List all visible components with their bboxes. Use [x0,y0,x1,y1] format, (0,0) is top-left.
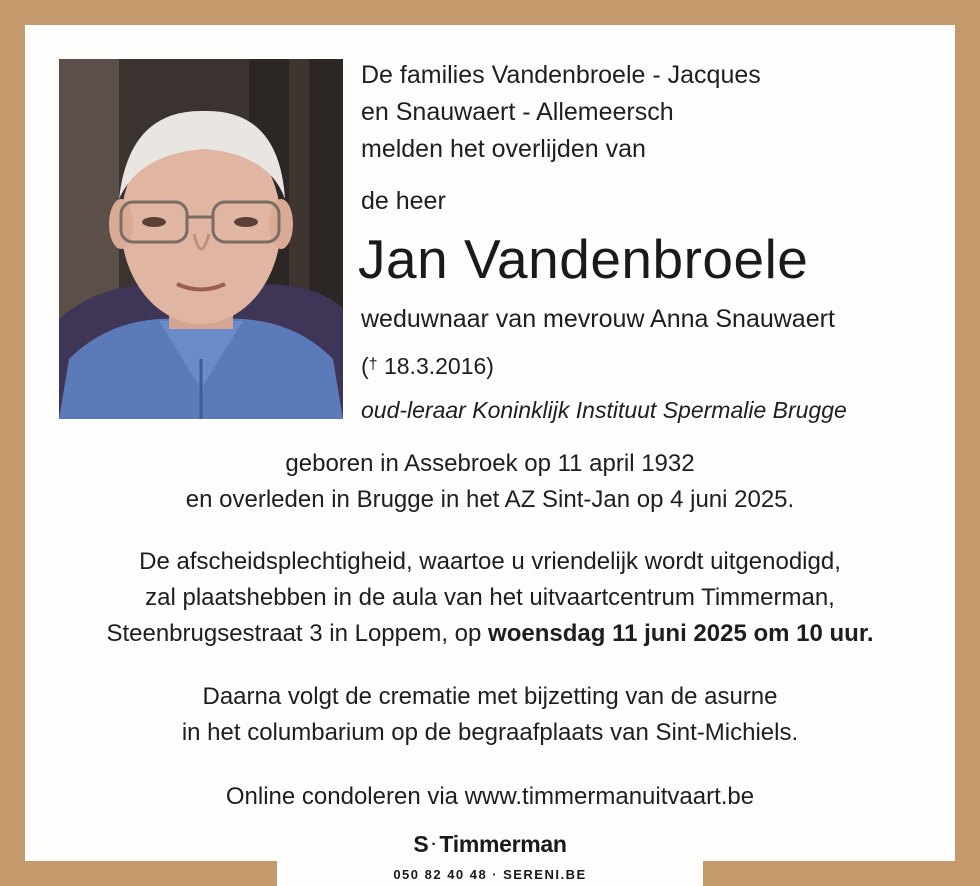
cremation-line: Daarna volgt de crematie met bijzetting van de asurne [202,683,778,710]
condolence-line[interactable]: Online condoleren via www.timmermanuitvaart.be [225,783,755,810]
website-link[interactable]: SERENI.BE [503,867,587,882]
spouse-death-date [361,348,494,383]
intro-line: en Snauwaert - Allemeersch [361,98,674,126]
portrait-photo [59,59,343,419]
ceremony-address: Steenbrugsestraat 3 in Loppem, op [106,620,489,647]
intro-line: De families Vandenbroele - Jacques [361,61,761,89]
birth-line: geboren in Assebroek op 11 april 1932 [285,450,695,477]
logo-dot: · [431,836,437,853]
logo-mark: S [413,831,429,857]
death-line: en overleden in Brugge in het AZ Sint-Jan op 4 juni 2025. [185,486,795,513]
cross-icon: † [368,356,378,373]
funeral-home-contact [277,866,703,884]
ceremony-block [25,544,955,652]
birth-death-block [25,446,955,518]
funeral-home-logo [277,828,703,861]
ceremony-line [25,616,955,652]
ceremony-line: zal plaatshebben in de aula van het uitvaartcentrum Timmerman, [145,584,835,611]
ceremony-line: De afscheidsplechtigheid, waartoe u vriendelijk wordt uitgenodigd, [139,548,841,575]
announcement-intro [361,57,761,168]
deceased-name: Jan Vandenbroele [358,228,809,290]
profession: oud-leraar Koninklijk Instituut Spermalie Brugge [361,397,847,423]
ceremony-datetime: woensdag 11 juni 2025 om 10 uur. [488,620,874,647]
intro-line: melden het overlijden van [361,135,646,163]
cremation-block [25,679,955,751]
cremation-line: in het columbarium op de begraafplaats van Sint-Michiels. [181,719,799,746]
spouse-death-text: 18.3.2016) [377,353,494,379]
open-paren: ( [361,353,369,379]
widower-of: weduwnaar van mevrouw Anna Snauwaert [361,305,835,333]
honorific: de heer [361,187,446,215]
phone-number[interactable]: 050 82 40 48 [393,867,488,882]
logo-name: Timmerman [439,831,567,857]
contact-separator: · [492,867,499,882]
